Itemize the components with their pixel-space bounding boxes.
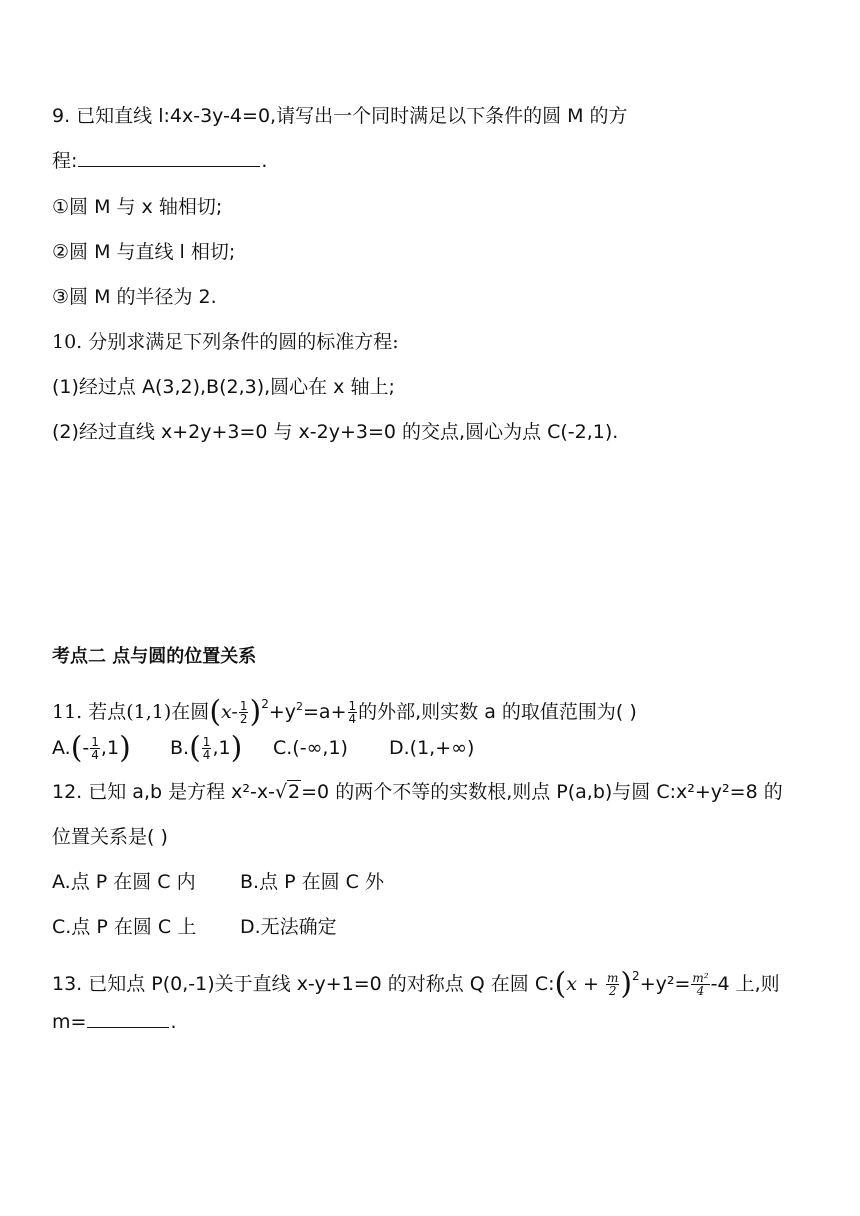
q11-option-c[interactable]: C.(-∞,1)	[273, 737, 348, 759]
q11-fraction-quarter: $\frac{1}{4}$	[348, 699, 357, 726]
q11-mid2: =a+	[303, 701, 347, 723]
q13-stem: 13. 已知点 P(0,-1)关于直线 x-y+1=0 的对称点 Q 在圆 C:(x + $\frac{m}{2}$ )$^2$+y²= $\frac{\text{m²}}{4}$ -4 上,则	[52, 966, 780, 1002]
q12-option-c[interactable]: C.点 P 在圆 C 上	[52, 916, 197, 938]
q13-line2-suffix: .	[170, 1011, 177, 1033]
q11-square: 2	[261, 697, 269, 711]
q12-options-row1	[52, 873, 384, 892]
q11-option-d[interactable]: D.(1,+∞)	[389, 737, 475, 759]
q9-line2-suffix: .	[261, 150, 268, 172]
q12-options-row2	[52, 918, 337, 937]
q12-option-d[interactable]: D.无法确定	[240, 916, 337, 938]
q13-line2	[52, 1013, 176, 1032]
q13-fraction-m-half: $\frac{m}{2}$	[606, 971, 619, 998]
section-heading: 考点二 点与圆的位置关系	[52, 646, 257, 667]
q9-line2-prefix: 程:	[52, 150, 78, 172]
q12-sqrt: √2	[274, 781, 301, 803]
q10-part1: (1)经过点 A(3,2),B(2,3),圆心在 x 轴上;	[52, 376, 395, 398]
q11-options	[52, 730, 474, 766]
q13-mid: +y²=	[639, 973, 691, 995]
q9-condition-2: ②圆 M 与直线 l 相切;	[52, 241, 236, 263]
q12-stem	[52, 783, 783, 802]
q9-answer-blank[interactable]	[78, 165, 260, 167]
q9-line1: 9. 已知直线 l:4x-3y-4=0,请写出一个同时满足以下条件的圆 M 的方	[52, 105, 628, 127]
q11-option-a[interactable]: A.(- $\frac{1}{4}$ ,1)	[52, 730, 131, 766]
q13-answer-blank[interactable]	[87, 1026, 169, 1028]
q9-condition-3: ③圆 M 的半径为 2.	[52, 286, 217, 308]
q9-condition-1: ①圆 M 与 x 轴相切;	[52, 196, 223, 218]
q11-mid: +y	[268, 701, 297, 723]
q11-stem: 11. 若点(1,1)在圆(x- $\frac{1}{2}$ )$^2+y^2=a+$ $\frac{1}{4}$ 的外部,则实数 a 的取值范围为( )	[52, 694, 637, 730]
q11-option-b[interactable]: B.( $\frac{1}{4}$ ,1)	[170, 730, 243, 766]
q12-option-a[interactable]: A.点 P 在圆 C 内	[52, 871, 196, 893]
q13-line2-prefix: m=	[52, 1011, 87, 1033]
q13-prefix: 13. 已知点 P(0,-1)关于直线 x-y+1=0 的对称点 Q 在圆 C:	[52, 973, 555, 995]
q12-line2: 位置关系是( )	[52, 826, 168, 848]
q11-fraction-half: $\frac{1}{2}$	[239, 699, 248, 726]
q12-suffix: =0 的两个不等的实数根,则点 P(a,b)与圆 C:x²+y²=8 的	[301, 781, 783, 803]
q11-x-var: x-	[221, 701, 238, 723]
q12-option-b[interactable]: B.点 P 在圆 C 外	[240, 871, 384, 893]
q10-stem: 10. 分别求满足下列条件的圆的标准方程:	[52, 331, 399, 353]
q13-fraction-m2-quarter: $\frac{\text{m²}}{4}$	[692, 971, 709, 998]
q13-x-var: x +	[566, 973, 605, 995]
q13-suffix: -4 上,则	[710, 973, 780, 995]
q11-suffix: 的外部,则实数 a 的取值范围为( )	[358, 701, 637, 723]
q10-part2: (2)经过直线 x+2y+3=0 与 x-2y+3=0 的交点,圆心为点 C(-2,1).	[52, 421, 619, 443]
q13-square: 2	[632, 969, 640, 983]
q12-prefix: 12. 已知 a,b 是方程 x²-x-	[52, 781, 275, 803]
q11-prefix: 11. 若点(1,1)在圆	[52, 701, 210, 723]
q9-line2	[52, 152, 267, 171]
